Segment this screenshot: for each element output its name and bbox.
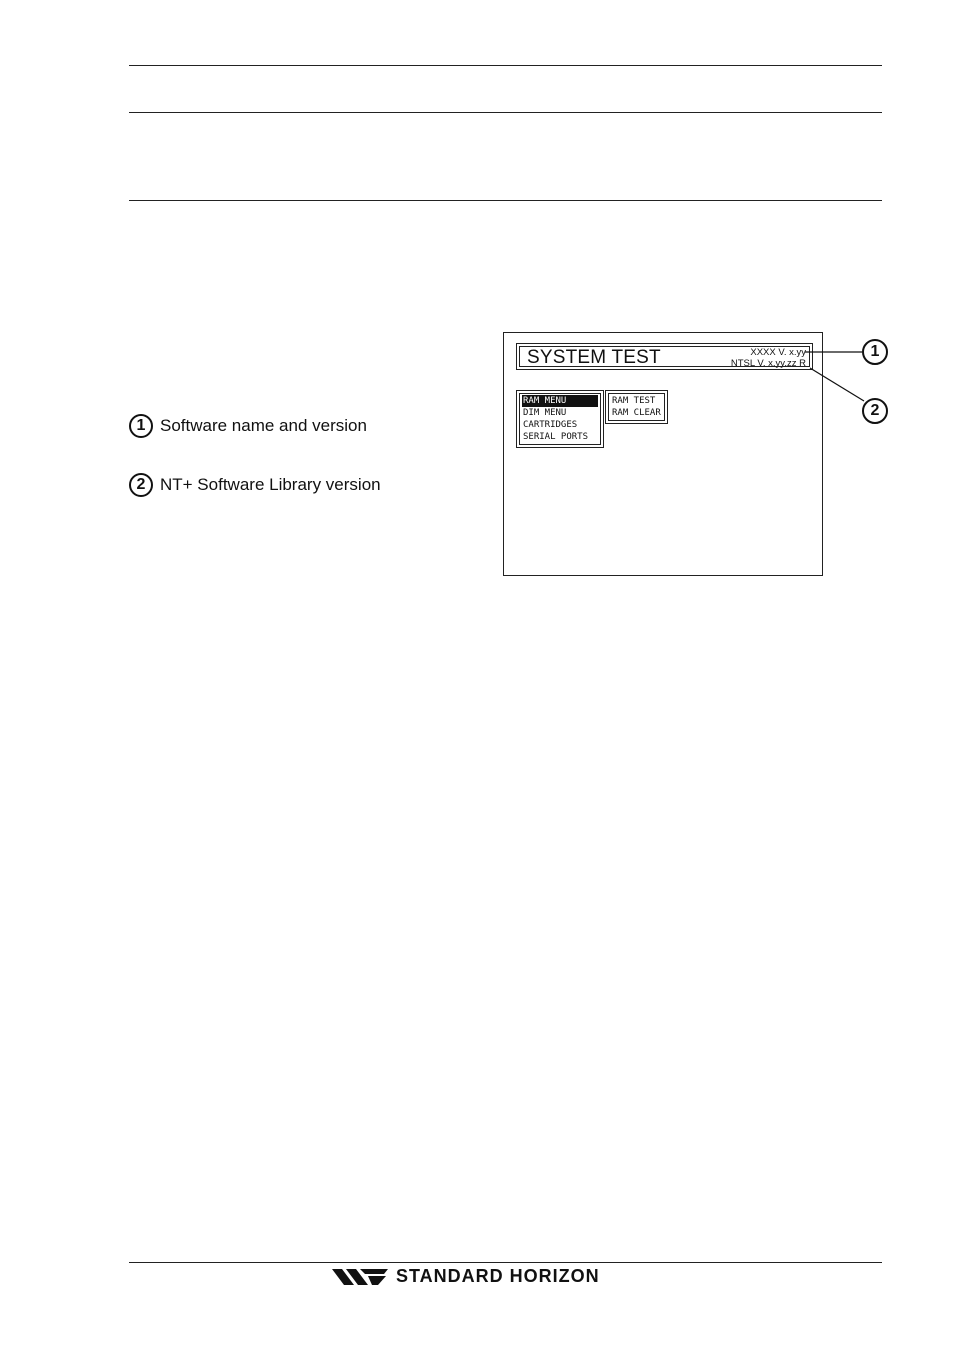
legend-text: Software name and version [160, 416, 367, 435]
brand-logo [332, 1266, 600, 1287]
number-1-icon: 1 [129, 414, 153, 438]
footer-rule [129, 1262, 882, 1263]
menu-item-ram-clear[interactable]: RAM CLEAR [612, 408, 661, 418]
menu-item-serial-ports[interactable]: SERIAL PORTS [523, 432, 589, 442]
library-version: NTSL V. x.yy.zz R [730, 358, 806, 369]
callout-1-icon: 1 [862, 339, 888, 365]
menu-item-ram-test[interactable]: RAM TEST [612, 396, 656, 406]
brand-name: STANDARD HORIZON [396, 1266, 600, 1286]
screen-title: SYSTEM TEST [527, 347, 661, 368]
menu-item-cartridges[interactable]: CARTRIDGES [523, 420, 578, 430]
number-2-icon: 2 [129, 473, 153, 497]
leader-line-2 [810, 368, 864, 401]
callout-2-icon: 2 [862, 398, 888, 424]
standard-horizon-logo-icon [332, 1267, 388, 1287]
menu-item-ram-menu[interactable]: RAM MENU [522, 395, 598, 407]
legend-text: NT+ Software Library version [160, 475, 381, 494]
software-version: XXXX V. x.yy [750, 347, 806, 358]
menu-item-dim-menu[interactable]: DIM MENU [523, 408, 567, 418]
